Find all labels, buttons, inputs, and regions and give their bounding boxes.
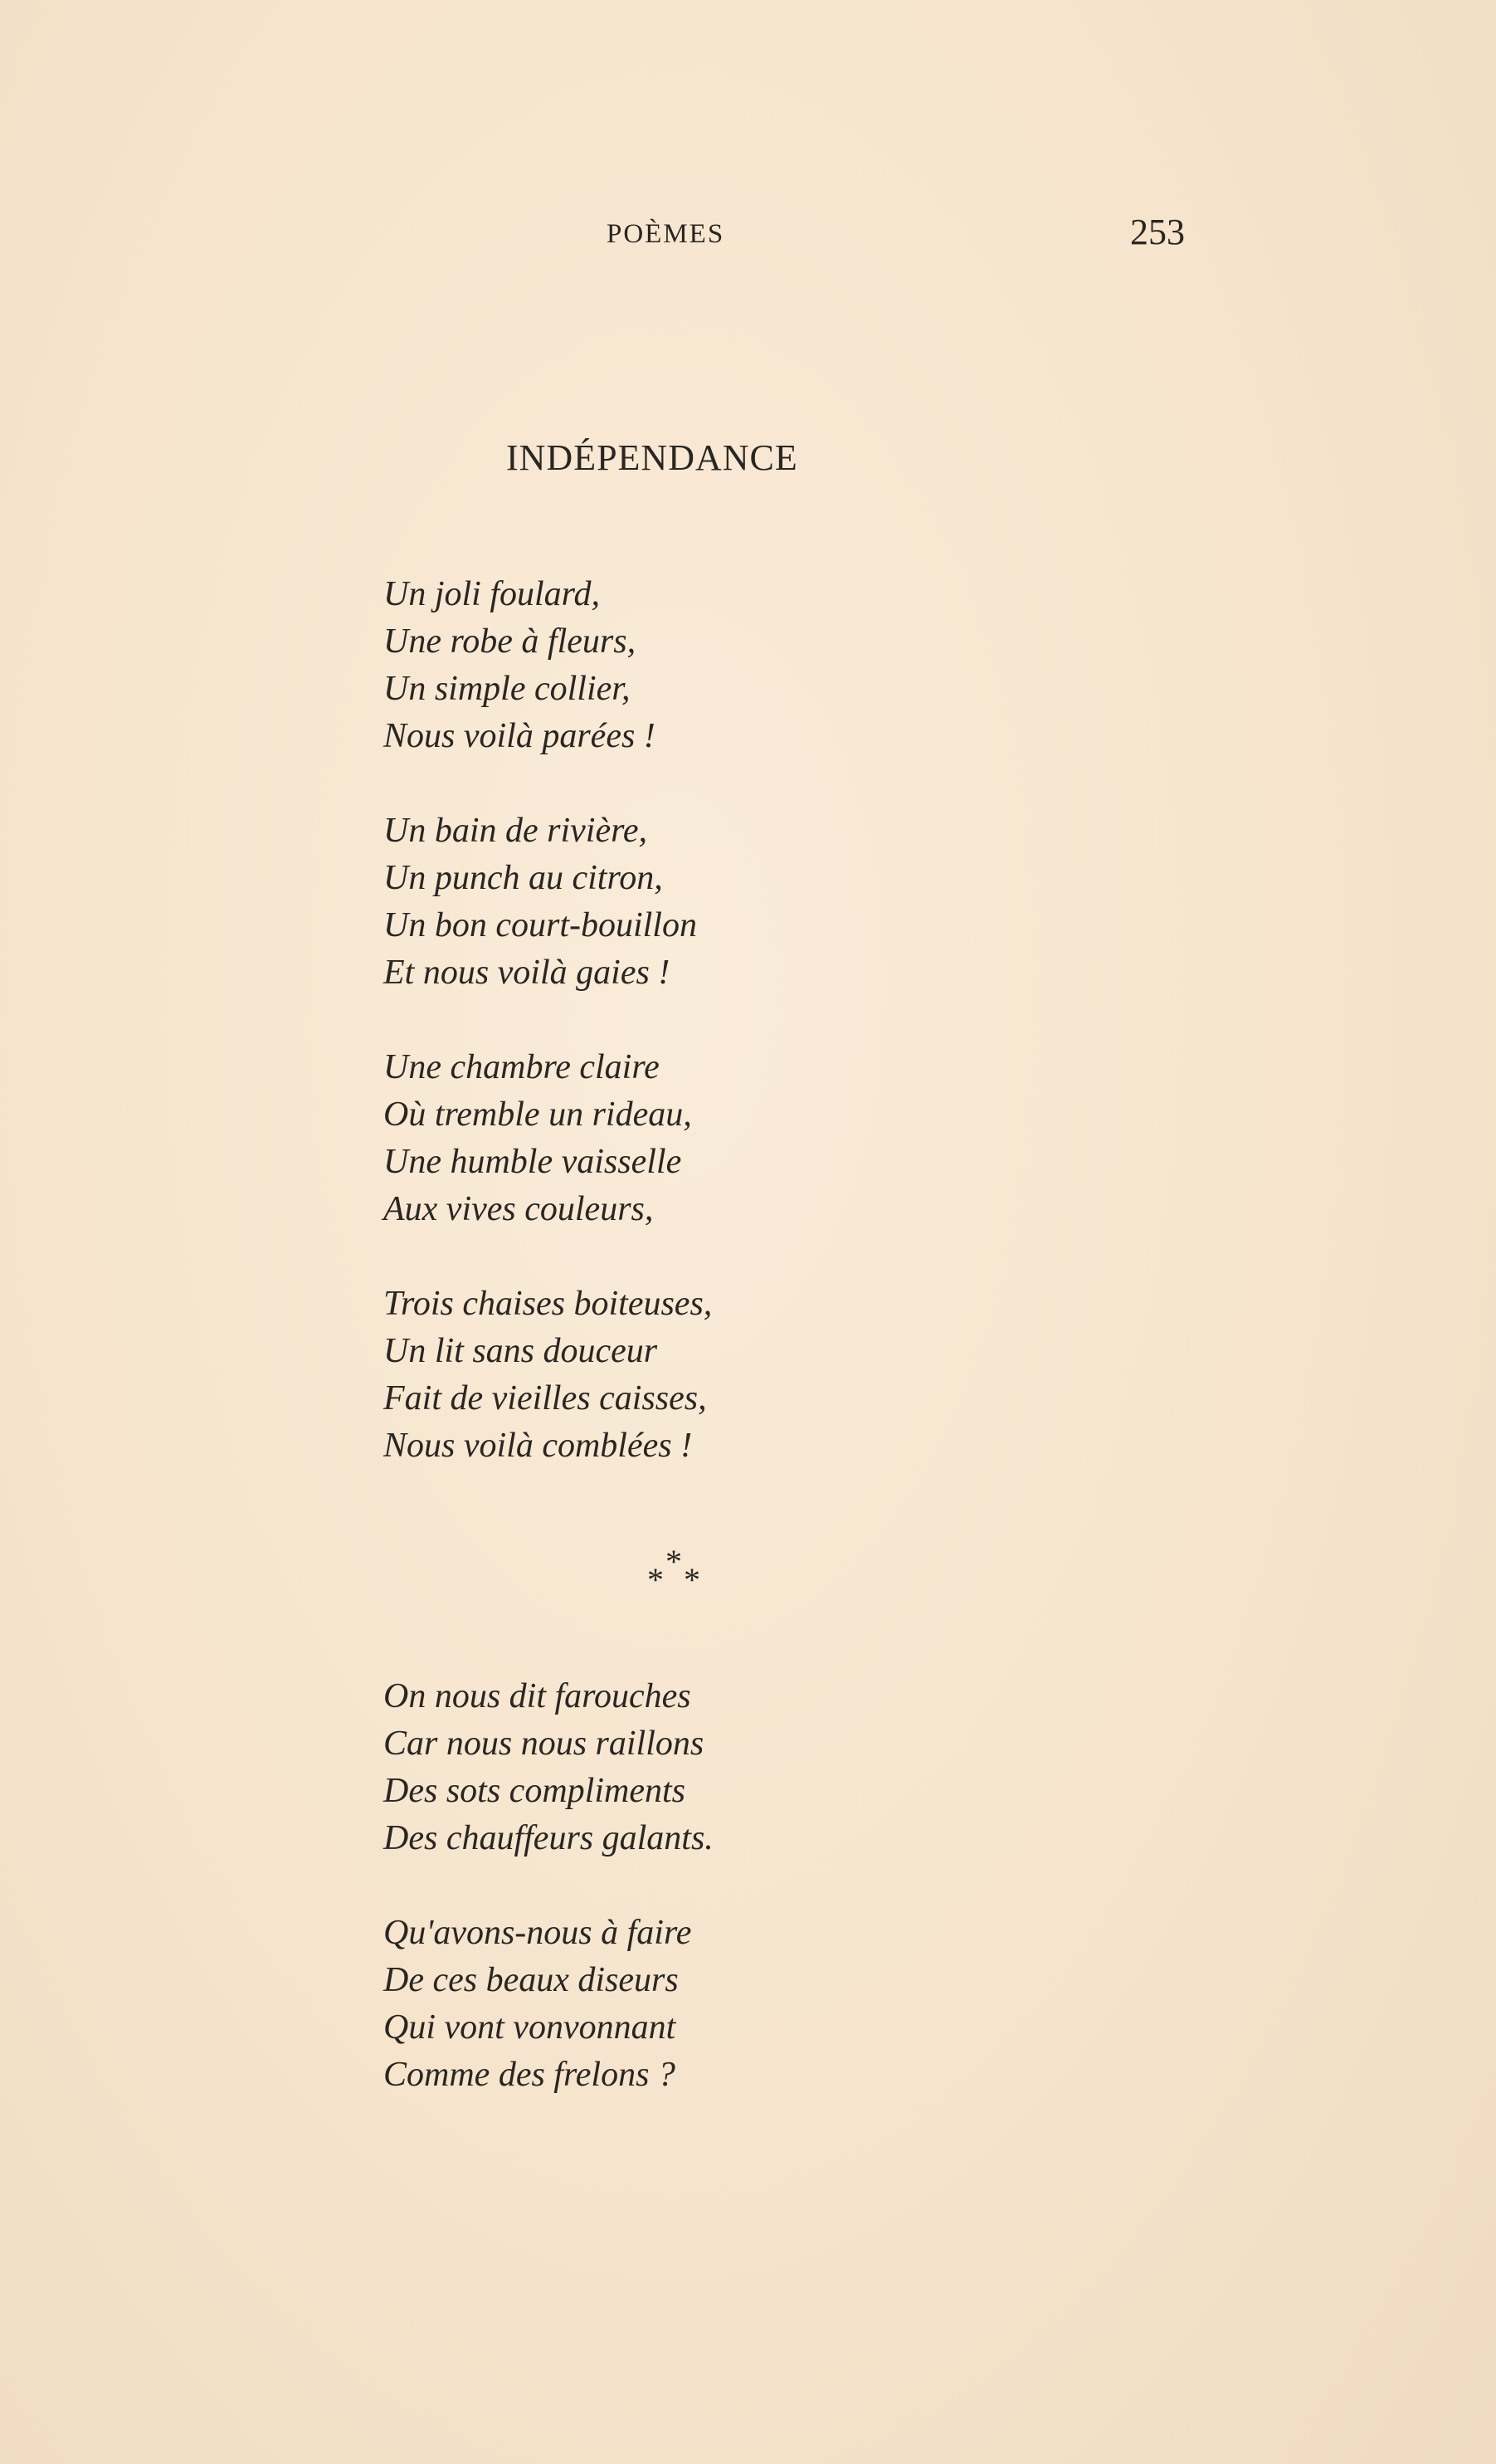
poem-body-part2 — [383, 1673, 1130, 2099]
asterism-separator — [647, 1545, 714, 1603]
stanza-gap — [383, 1233, 1130, 1281]
poem-line: Où tremble un rideau, — [383, 1095, 692, 1134]
poem-line: Trois chaises boiteuses, — [383, 1285, 713, 1323]
poem-line: Qui vont vonvonnant — [383, 2008, 676, 2047]
poem-line: Un punch au citron, — [383, 859, 663, 897]
poem-line: Un lit sans douceur — [383, 1332, 658, 1370]
stanza — [383, 808, 1130, 997]
poem-line: De ces beaux diseurs — [383, 1961, 679, 1999]
poem-line: Aux vives couleurs, — [383, 1190, 654, 1228]
poem-line: Et nous voilà gaies ! — [383, 954, 670, 992]
stanza-gap — [383, 760, 1130, 808]
poem-line: Une chambre claire — [383, 1048, 660, 1086]
stanza — [383, 1044, 1130, 1233]
poem-line: Fait de vieilles caisses, — [383, 1379, 707, 1417]
poem-line: Comme des frelons ? — [383, 2056, 675, 2094]
poem-line: Un bain de rivière, — [383, 812, 648, 850]
stanza — [383, 1673, 1130, 1862]
asterism-star: * — [647, 1561, 664, 1598]
poem-line: Nous voilà comblées ! — [383, 1427, 693, 1465]
stanza-gap — [383, 997, 1130, 1044]
poem-line: Nous voilà parées ! — [383, 717, 655, 755]
asterism-star: * — [665, 1543, 682, 1580]
poem-line: Car nous nous raillons — [383, 1725, 704, 1763]
poem-line: Une robe à fleurs, — [383, 622, 636, 661]
poem-line: Une humble vaisselle — [383, 1143, 682, 1181]
poem-line: Des sots compliments — [383, 1772, 685, 1810]
asterism-star: * — [684, 1561, 700, 1598]
poem-line: On nous dit farouches — [383, 1677, 691, 1715]
poem-body — [383, 571, 1130, 1470]
poem-line: Un simple collier, — [383, 670, 631, 708]
poem-line: Qu'avons-nous à faire — [383, 1914, 692, 1952]
poem-line: Des chauffeurs galants. — [383, 1819, 714, 1857]
stanza — [383, 571, 1130, 760]
poem-title: INDÉPENDANCE — [506, 437, 798, 478]
poem-line: Un bon court-bouillon — [383, 906, 697, 944]
stanza — [383, 1281, 1130, 1470]
page-number: 253 — [1130, 212, 1185, 252]
stanza — [383, 1910, 1130, 2099]
poem-line: Un joli foulard, — [383, 575, 600, 613]
running-head: POÈMES — [607, 219, 725, 249]
stanza-gap — [383, 1862, 1130, 1910]
